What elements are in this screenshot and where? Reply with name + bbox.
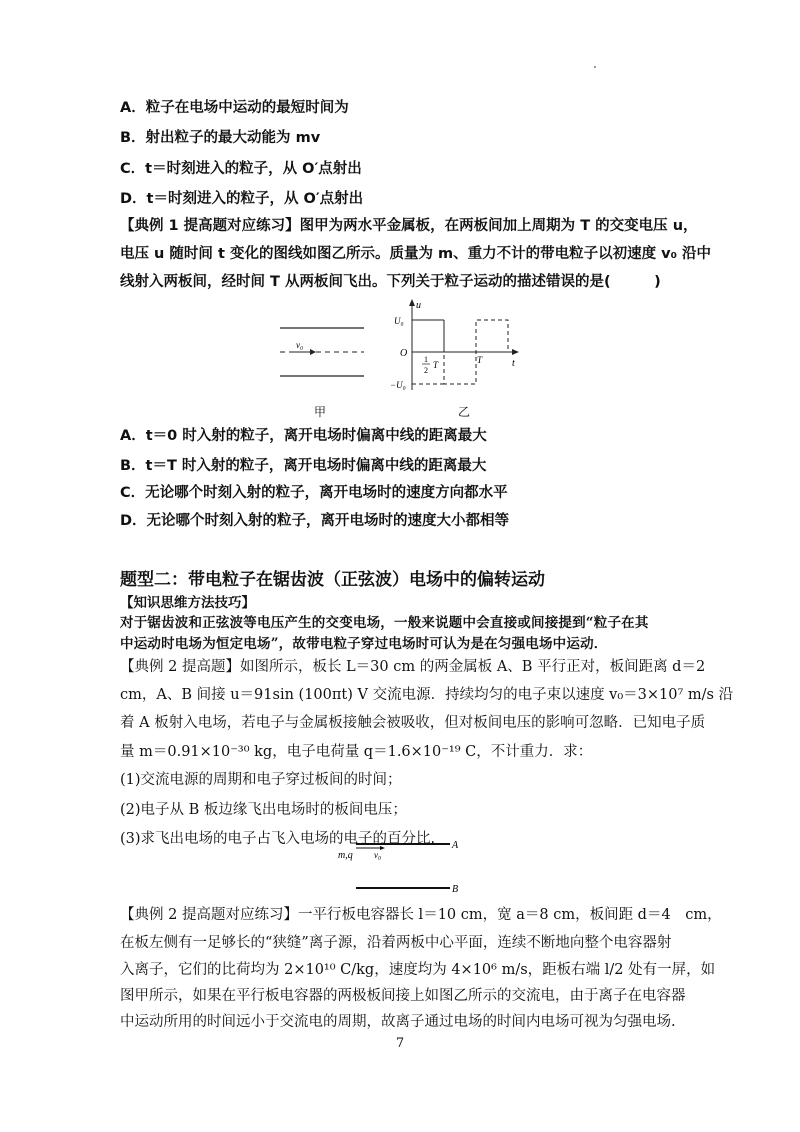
graph-label-u: u	[416, 300, 421, 311]
fig-yi-caption: 乙	[458, 405, 471, 419]
ex1-line-3: 线射入两板间，经时间 T 从两板间飞出。下列关于粒子运动的描述错误的是( )	[120, 274, 661, 290]
figure-ex2-plates	[330, 832, 470, 898]
ex2-q1: (1)交流电源的周期和电子穿过板间的时间；	[120, 772, 402, 788]
ex2-fig-mq: m,q	[338, 850, 353, 861]
graph-label-half-den: 2	[424, 366, 428, 375]
ex1-line-1: 【典例 1 提高题对应练习】图甲为两水平金属板，在两板间加上周期为 T 的交变电压 u，	[120, 218, 698, 234]
ex2-fig-v0: v₀	[374, 850, 382, 860]
ex1-option-a: A．t＝0 时入射的粒子，离开电场时偏离中线的距离最大	[120, 428, 487, 444]
scan-dot	[594, 66, 596, 68]
graph-label-O: O	[400, 348, 408, 359]
section2-title: 题型二：带电粒子在锯齿波（正弦波）电场中的偏转运动	[120, 570, 545, 590]
ex2-q3: (3)求飞出电场的电子占飞入电场的电子的百分比.	[120, 831, 436, 847]
section2-tips-label: 【知识思维方法技巧】	[120, 595, 255, 611]
ex2-line-1: 【典例 2 提高题】如图所示，板长 L＝30 cm 的两金属板 A、B 平行正对，板间距离 d＝2	[120, 659, 706, 675]
section2-tips-line-1: 对于锯齿波和正弦波等电压产生的交变电场，一般来说题中会直接或间接提到“粒子在其	[120, 615, 649, 631]
figure-jia-plates	[278, 318, 368, 393]
page-number: 7	[395, 1036, 405, 1051]
ex2p-line-5: 中运动所用的时间远小于交流电的周期，故离子通过电场的时间内电场可视为匀强电场.	[120, 1014, 676, 1030]
graph-label-T-half: T	[433, 360, 439, 370]
ex2-line-4: 量 m＝0.91×10⁻³⁰ kg，电子电荷量 q＝1.6×10⁻¹⁹ C，不计重力．求：	[120, 744, 593, 760]
ex2-line-3: 着 A 板射入电场，若电子与金属板接触会被吸收，但对板间电压的影响可忽略．已知电子质	[120, 715, 706, 731]
graph-label-half-num: 1	[424, 355, 428, 364]
ex2p-line-1: 【典例 2 提高题对应练习】一平行板电容器长 l＝10 cm，宽 a＝8 cm，板间距 d＝4 cm，	[120, 907, 722, 923]
option-b-top: B．射出粒子的最大动能为 mv	[120, 130, 321, 146]
graph-label-t: t	[512, 358, 515, 369]
option-d-top: D．t＝时刻进入的粒子，从 O′点射出	[120, 191, 364, 207]
section2-tips-line-2: 中运动时电场为恒定电场”，故带电粒子穿过电场时可认为是在匀强电场中运动．	[120, 636, 608, 652]
ex1-option-d: D．无论哪个时刻入射的粒子，离开电场时的速度大小都相等	[120, 513, 510, 529]
fig-jia-caption: 甲	[314, 405, 327, 419]
ex2p-line-3: 入离子，它们的比荷均为 2×10¹⁰ C/kg，速度均为 4×10⁶ m/s，距板右端 l/2 处有一屏，如	[120, 962, 716, 978]
ex2-q2: (2)电子从 B 板边缘飞出电场时的板间电压；	[120, 802, 407, 818]
graph-label-negU0: −U₀	[390, 380, 406, 390]
graph-label-U0: U₀	[394, 316, 404, 326]
option-a-top: A．粒子在电场中运动的最短时间为	[120, 100, 349, 116]
option-c-top: C．t＝时刻进入的粒子，从 O′点射出	[120, 161, 362, 177]
ex1-option-c: C．无论哪个时刻入射的粒子，离开电场时的速度方向都水平	[120, 485, 508, 501]
ex2-line-2: cm，A、B 间接 u＝91sin (100πt) V 交流电源．持续均匀的电子束以速度 v₀＝3×10⁷ m/s 沿	[120, 687, 734, 703]
ex2-fig-B: B	[452, 884, 459, 895]
fig-jia-v0: v₀	[296, 340, 304, 350]
ex1-line-2: 电压 u 随时间 t 变化的图线如图乙所示。质量为 m、重力不计的带电粒子以初速度 v₀ 沿中	[120, 246, 711, 262]
ex1-option-b: B．t＝T 时入射的粒子，离开电场时偏离中线的距离最大	[120, 458, 487, 474]
ex2p-line-2: 在板左侧有一足够长的“狭缝”离子源，沿着两板中心平面，连续不断地向整个电容器射	[120, 935, 672, 951]
ex2p-line-4: 图甲所示，如果在平行板电容器的两极板间接上如图乙所示的交流电，由于离子在电容器	[120, 988, 686, 1004]
graph-label-T: T	[477, 355, 483, 365]
ex2-fig-A: A	[452, 840, 459, 851]
figure-yi-graph	[388, 296, 528, 396]
